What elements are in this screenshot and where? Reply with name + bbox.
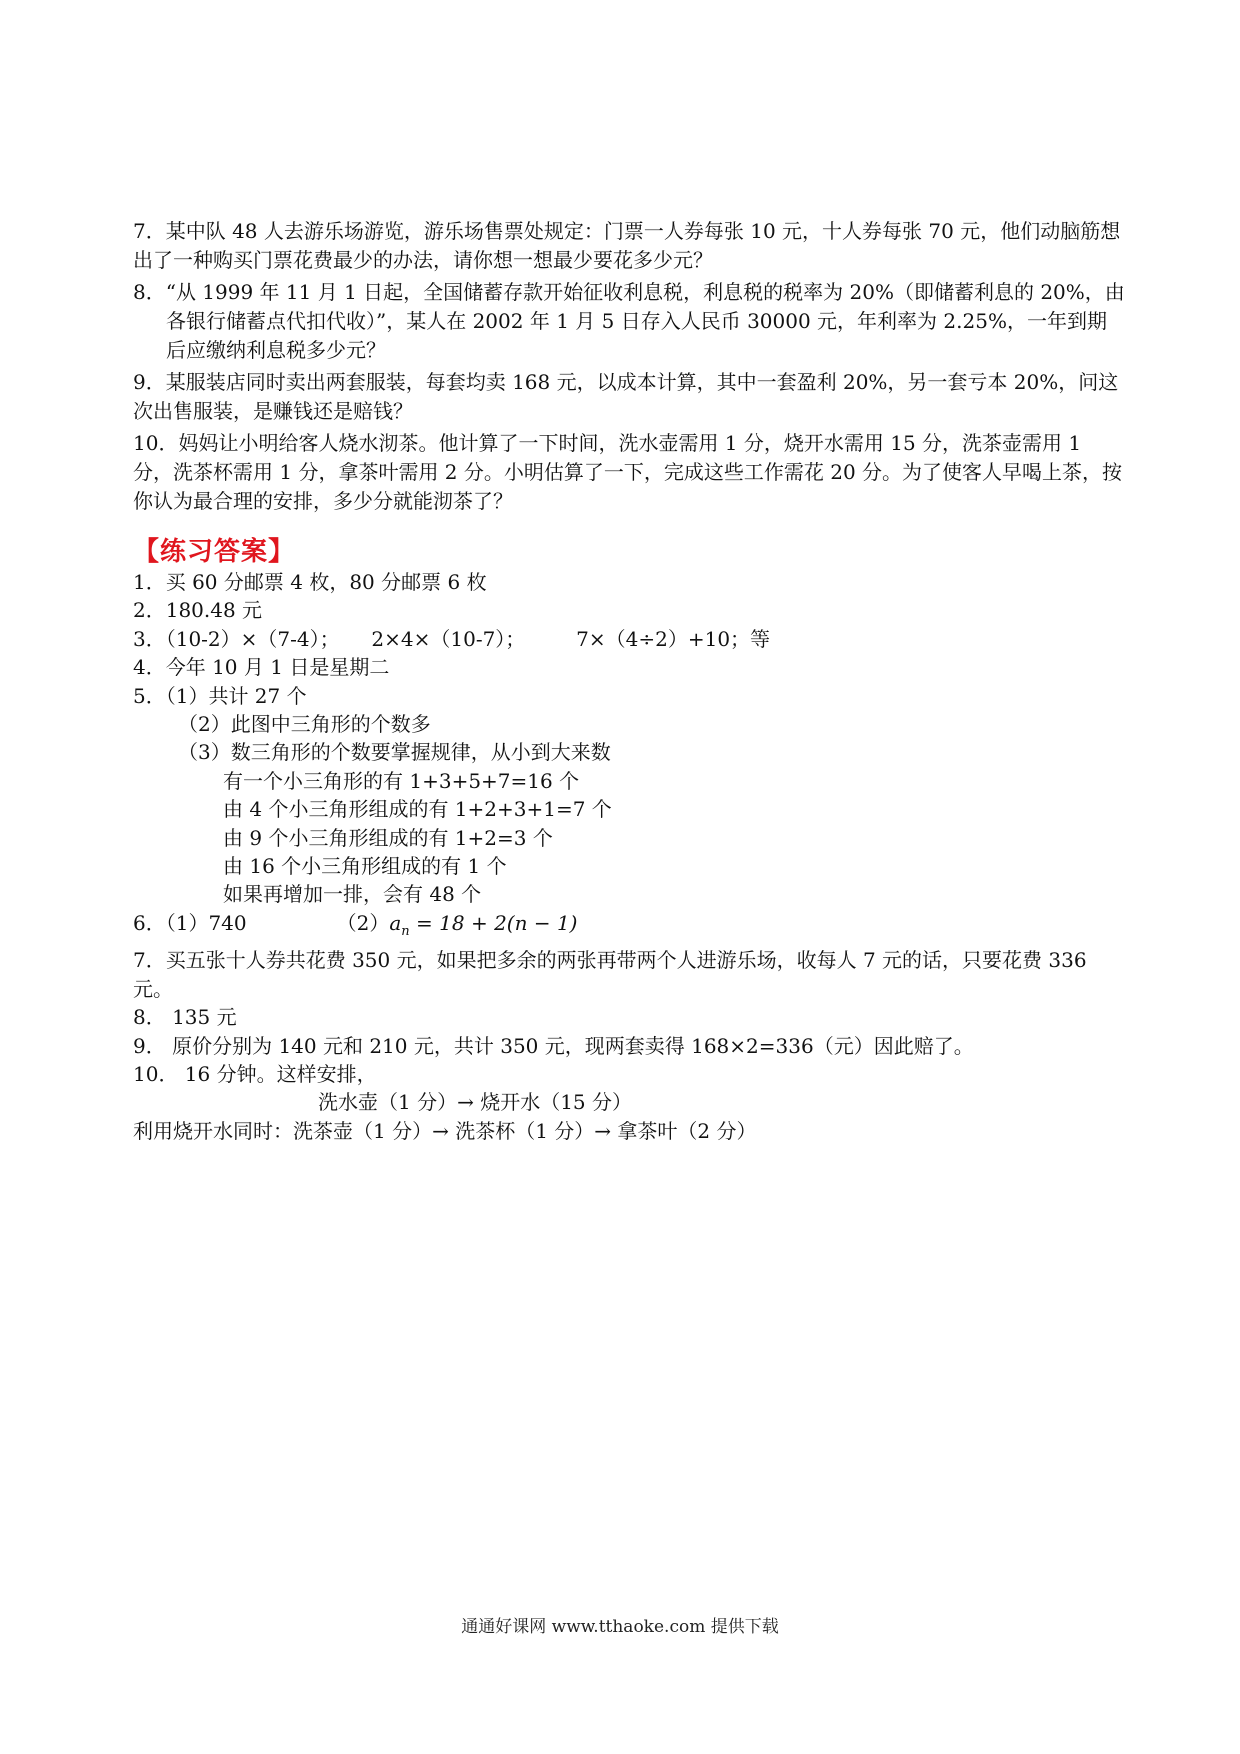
- answer-5-detail-5: 如果再增加一排，会有 48 个: [223, 882, 482, 907]
- problem-list: [133, 217, 1126, 519]
- formula-subscript: n: [401, 923, 410, 939]
- answer-list: [133, 568, 1126, 1145]
- answer-6-part-2-label: （2）: [336, 910, 390, 935]
- problem-8: 8．“从 1999 年 11 月 1 日起，全国储蓄存款开始征收利息税，利息税的税率为 20%（即储蓄利息的 20%，由各银行储蓄点代扣代收）”，某人在 2002 年 1 月 5 日存入人民币 30000 元，年利率为 2.25%，一年到期后应缴纳利息税多少元？: [133, 280, 1125, 362]
- answer-6-part-1: 6．（1）740: [133, 910, 247, 935]
- answer-5-detail-3: 由 9 个小三角形组成的有 1+2=3 个: [223, 825, 553, 850]
- answer-1: 1．买 60 分邮票 4 枚，80 分邮票 6 枚: [133, 570, 487, 594]
- problem-9: 9．某服装店同时卖出两套服装，每套均卖 168 元，以成本计算，其中一套盈利 20%，另一套亏本 20%，问这次出售服装，是赚钱还是赔钱？: [133, 370, 1119, 423]
- answer-6: [133, 909, 1126, 946]
- answer-5-detail-1: 有一个小三角形的有 1+3+5+7=16 个: [223, 768, 580, 793]
- problem-10: 10．妈妈让小明给客人烧水沏茶。他计算了一下时间，洗水壶需用 1 分，烧开水需用 15 分，洗茶壶需用 1 分，洗茶杯需用 1 分，拿茶叶需用 2 分。小明估算了一下，完成这些工作需花 20 分。为了使客人早喝上茶，按你认为最合理的安排，多少分就能沏茶了？: [133, 431, 1123, 513]
- answer-4: 4．今年 10 月 1 日是星期二: [133, 655, 390, 680]
- answer-5-part-1: 5．（1）共计 27 个: [133, 683, 307, 708]
- answer-5-detail-2: 由 4 个小三角形组成的有 1+2+3+1=7 个: [223, 797, 612, 822]
- formula-variable: a: [389, 910, 402, 935]
- answer-10-schedule-1: 洗水壶（1 分）→ 烧开水（15 分）: [318, 1090, 633, 1115]
- answer-9: 9． 原价分别为 140 元和 210 元，共计 350 元，现两套卖得 168×2=336（元）因此赔了。: [133, 1033, 974, 1058]
- answer-5-part-2: （2）此图中三角形的个数多: [178, 712, 431, 737]
- answer-6-formula: [389, 910, 578, 939]
- answer-5-part-3: （3）数三角形的个数要掌握规律，从小到大来数: [178, 740, 611, 765]
- answer-2: 2．180.48 元: [133, 598, 263, 623]
- answer-10-schedule-2: 利用烧开水同时：洗茶壶（1 分）→ 洗茶杯（1 分）→ 拿茶叶（2 分）: [133, 1118, 757, 1143]
- page-footer: 通通好课网 www.tthaoke.com 提供下载: [461, 1617, 779, 1637]
- answer-7: 7．买五张十人券共花费 350 元，如果把多余的两张再带两个人进游乐场，收每人 7 元的话，只要花费 336 元。: [133, 948, 1087, 1001]
- answer-3: 3．（10-2）×（7-4）； 2×4×（10-7）； 7×（4÷2）+10；等: [133, 626, 771, 651]
- answer-8: 8． 135 元: [133, 1005, 237, 1030]
- formula-body: = 18 + 2(n − 1): [416, 910, 578, 935]
- answer-10: 10． 16 分钟。这样安排，: [133, 1061, 377, 1086]
- problem-7: 7．某中队 48 人去游乐场游览，游乐场售票处规定：门票一人券每张 10 元，十人券每张 70 元，他们动脑筋想出了一种购买门票花费最少的办法，请你想一想最少要花多少元？: [133, 219, 1121, 272]
- answers-heading: 【练习答案】: [133, 537, 296, 567]
- answer-5-detail-4: 由 16 个小三角形组成的有 1 个: [223, 854, 507, 879]
